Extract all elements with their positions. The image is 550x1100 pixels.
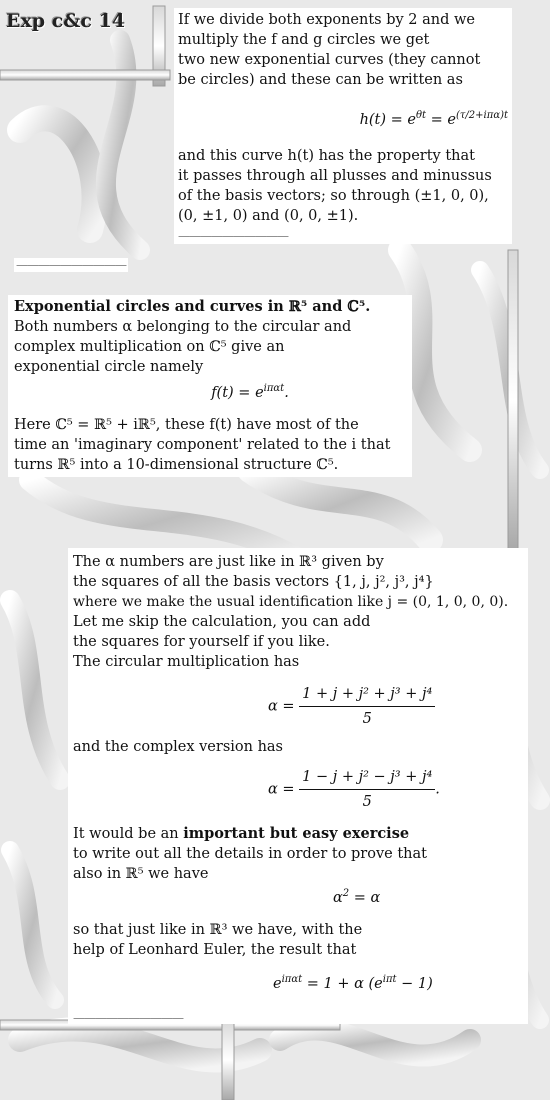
text-line: the squares for yourself if you like.: [73, 634, 330, 650]
text-line: (0, ±1, 0) and (0, 0, ±1).: [178, 207, 359, 224]
text-line: turns ℝ⁵ into a 10-dimensional structure ℂ⁵.: [14, 456, 339, 473]
denominator: 5: [362, 711, 372, 727]
equation-alpha-circular: [73, 672, 523, 737]
text-line: exponential circle namely: [14, 359, 204, 375]
text-line: multiply the f and g circles we get: [178, 32, 430, 48]
equation-alpha-complex: [73, 757, 523, 820]
exercise-pre: It would be an: [73, 826, 184, 842]
text-line: to write out all the details in order to prove that: [73, 846, 427, 862]
equation-lhs: α =: [268, 781, 295, 798]
fraction: [299, 684, 435, 729]
denominator: 5: [362, 794, 372, 810]
equation-euler: $e^{i\pi\alpha t} = 1 + \alpha$ $(e^{i\pi t} - 1)$: [273, 973, 433, 992]
text-line: The circular multiplication has: [73, 654, 300, 670]
fraction: [299, 767, 435, 812]
section-exponential-r5-c5: [8, 295, 412, 477]
text-line: complex multiplication on ℂ⁵ give an: [14, 339, 285, 355]
divider: ——————————: [73, 1010, 183, 1025]
text-line: The α numbers are just like in ℝ³ given by: [73, 554, 384, 570]
divider: ——————————: [178, 228, 288, 243]
equation-h: $h(t) = e^{\theta t} = e^{(\tau/2+i\pi\alpha)t}$: [359, 110, 508, 128]
section-alpha-numbers: [68, 548, 528, 1024]
numerator: 1 − j + j² − j³ + j⁴: [299, 767, 435, 790]
divider: ——————————: [16, 258, 126, 272]
section-heading: Exponential circles and curves in ℝ⁵ and ℂ⁵.: [14, 298, 371, 315]
exercise-emphasis: important but easy exercise: [183, 825, 410, 842]
text-line: and the complex version has: [73, 739, 284, 755]
text-line: and this curve h(t) has the property that: [178, 147, 475, 164]
text-line: help of Leonhard Euler, the result that: [73, 941, 357, 958]
text-line: the squares of all the basis vectors {1, j, j², j³, j⁴}: [73, 574, 434, 590]
page-title: Exp c&c 14: [6, 10, 126, 32]
equation-lhs: α =: [268, 698, 295, 715]
section-exponential-curves-h: [174, 8, 512, 244]
text-line: so that just like in ℝ³ we have, with the: [73, 921, 363, 938]
text-line: Both numbers α belonging to the circular and: [14, 319, 352, 335]
equation-alpha-squared: $\alpha^2 = \alpha$: [333, 888, 381, 906]
equation-tail: .: [435, 781, 440, 798]
text-line: [73, 824, 523, 844]
numerator: 1 + j + j² + j³ + j⁴: [299, 684, 435, 707]
text-line: be circles) and these can be written as: [178, 72, 463, 88]
text-line: of the basis vectors; so through (±1, 0, 0),: [178, 187, 489, 204]
text-line: Here ℂ⁵ = ℝ⁵ + iℝ⁵, these f(t) have most of the: [14, 416, 359, 433]
text-line: Let me skip the calculation, you can add: [73, 614, 371, 630]
text-line: it passes through all plusses and minussus: [178, 167, 492, 184]
text-line: also in ℝ⁵ we have: [73, 866, 209, 882]
text-line: two new exponential curves (they cannot: [178, 52, 481, 68]
text-line: time an 'imaginary component' related to the i that: [14, 436, 391, 453]
equation-f: $f(t) = e^{i\pi\alpha t}$.: [211, 383, 289, 401]
text-line: where we make the usual identification like j = (0, 1, 0, 0, 0).: [73, 594, 509, 610]
text-line: If we divide both exponents by 2 and we: [178, 12, 476, 28]
